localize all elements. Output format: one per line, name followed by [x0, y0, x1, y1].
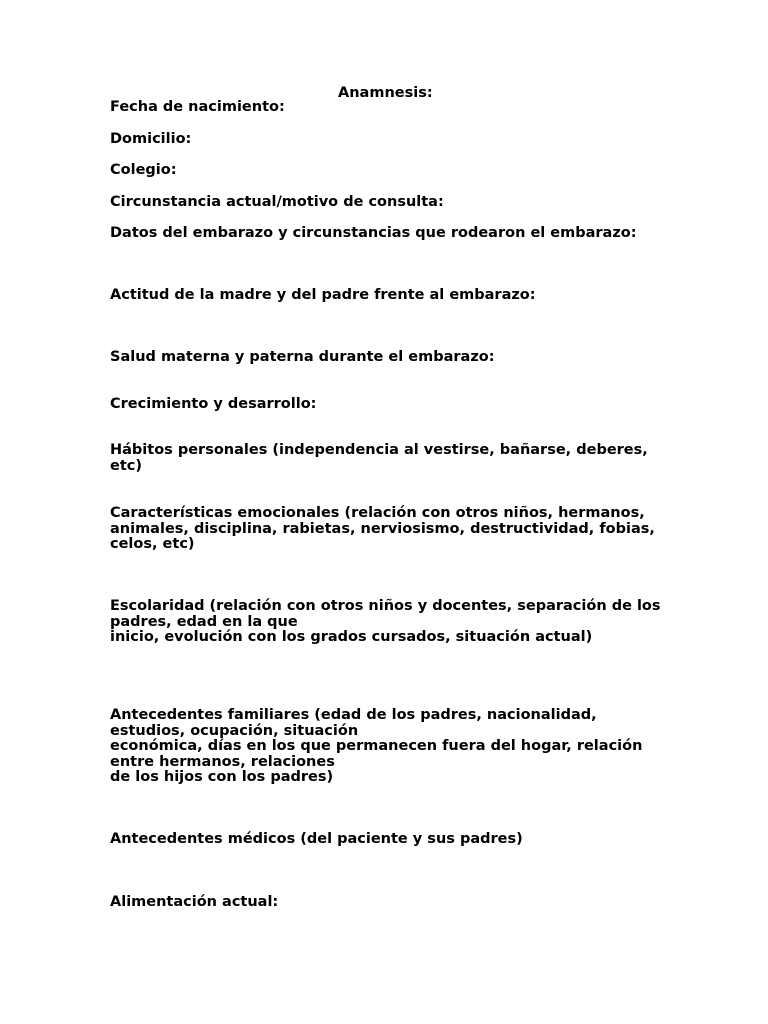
field-label: Colegio: — [110, 162, 177, 178]
field-label-line: Hábitos personales (independencia al vestirse, bañarse, deberes, — [110, 442, 648, 458]
field-label-line: entre hermanos, relaciones — [110, 753, 335, 770]
field-habitos-personales — [110, 443, 670, 474]
field-fecha-de-nacimiento — [110, 100, 670, 116]
field-label-line: Antecedentes familiares (edad de los padres, nacionalidad, — [110, 707, 597, 723]
field-label: Circunstancia actual/motivo de consulta: — [110, 194, 444, 210]
field-antecedentes-familiares — [110, 708, 670, 786]
field-label: Domicilio: — [110, 131, 192, 147]
field-label-line: Características emocionales (relación con otros niños, hermanos, — [110, 505, 645, 521]
field-label-line: estudios, ocupación, situación — [110, 722, 359, 739]
field-label: Crecimiento y desarrollo: — [110, 396, 317, 412]
field-antecedentes-medicos — [110, 832, 670, 848]
field-label-line: económica, días en los que permanecen fuera del hogar, relación — [110, 738, 643, 755]
field-label: Actitud de la madre y del padre frente al embarazo: — [110, 287, 536, 303]
field-datos-del-embarazo — [110, 226, 670, 242]
field-domicilio — [110, 132, 670, 148]
field-label-line: padres, edad en la que — [110, 613, 298, 630]
field-label-line: inicio, evolución con los grados cursados, situación actual) — [110, 629, 593, 646]
field-label-line: animales, disciplina, rabietas, nerviosismo, destructividad, fobias, — [110, 520, 655, 537]
field-label-line: de los hijos con los padres) — [110, 769, 334, 786]
field-actitud-padres — [110, 288, 670, 304]
field-label: Antecedentes médicos (del paciente y sus padres) — [110, 831, 523, 847]
field-caracteristicas-emocionales — [110, 506, 670, 553]
field-escolaridad — [110, 599, 670, 646]
field-label-line: celos, etc) — [110, 536, 195, 553]
field-salud-materna-paterna — [110, 350, 670, 366]
field-label: Fecha de nacimiento: — [110, 99, 285, 115]
field-crecimiento-desarrollo — [110, 397, 670, 413]
field-colegio — [110, 163, 670, 179]
document-title: Anamnesis: — [338, 85, 433, 101]
field-label: Datos del embarazo y circunstancias que rodearon el embarazo: — [110, 225, 637, 241]
field-label: Salud materna y paterna durante el embarazo: — [110, 349, 495, 365]
field-label-line: etc) — [110, 457, 142, 474]
field-label: Alimentación actual: — [110, 894, 279, 910]
field-label-line: Escolaridad (relación con otros niños y docentes, separación de los — [110, 598, 661, 614]
field-circunstancia-actual — [110, 195, 670, 211]
field-alimentacion-actual — [110, 895, 670, 911]
